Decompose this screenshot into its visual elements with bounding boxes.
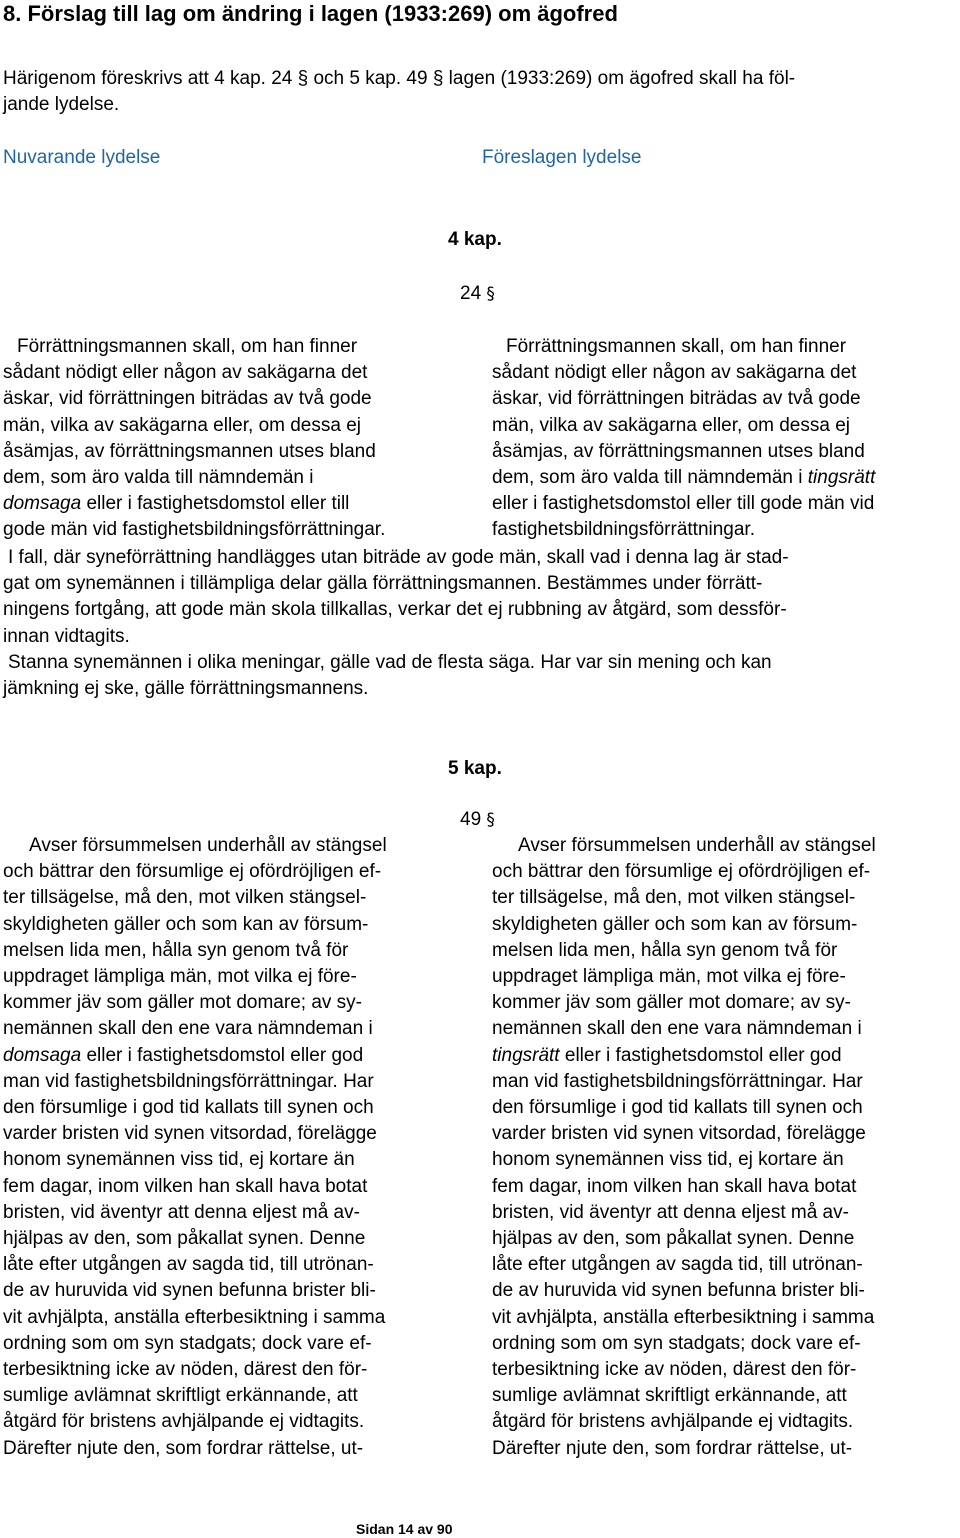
text-line xyxy=(492,465,952,491)
line-text: den försumlige i god tid kallats till synen och xyxy=(492,1097,863,1119)
text-line xyxy=(3,938,473,964)
text-line xyxy=(3,1226,473,1252)
italic-term: domsaga xyxy=(3,493,82,515)
line-text: hjälpas av den, som påkallat synen. Denne xyxy=(3,1228,366,1250)
chapter-5-current-text xyxy=(3,833,473,1462)
line-text: vit avhjälpta, anställa efterbesiktning i samma xyxy=(3,1306,386,1328)
line-text: åsämjas, av förrättningsmannen utses bland xyxy=(3,440,376,462)
text-line xyxy=(492,1305,952,1331)
line-text: honom synemännen viss tid, ej kortare än xyxy=(3,1149,355,1171)
text-line xyxy=(3,1436,473,1462)
text-line xyxy=(3,1357,473,1383)
text-line xyxy=(3,1278,473,1304)
line-text: åsämjas, av förrättningsmannen utses bland xyxy=(492,440,865,462)
section-24-label xyxy=(460,281,495,307)
line-text: nemännen skall den ene vara nämndeman i xyxy=(3,1018,373,1040)
line-text: terbesiktning icke av nöden, därest den för- xyxy=(492,1359,857,1381)
text-line xyxy=(3,912,473,938)
line-text: Förrättningsmannen skall, om han finner xyxy=(506,336,847,357)
text-line xyxy=(3,491,473,517)
chapter-4-label: 4 kap. xyxy=(448,229,502,250)
text-line xyxy=(3,1016,473,1042)
line-text: Avser försummelsen underhåll av stängsel xyxy=(518,835,876,856)
line-text: fem dagar, inom vilken han skall hava botat xyxy=(492,1175,857,1197)
line-text: Därefter njute den, som fordrar rättelse, ut- xyxy=(3,1437,364,1459)
text-line xyxy=(3,859,473,885)
text-line: I fall, där syneförrättning handlägges utan biträde av gode män, skall vad i denna lag är stad- xyxy=(8,547,789,568)
intro-line: Härigenom föreskrivs att 4 kap. 24 § och 5 kap. 49 § lagen (1933:269) om ägofred skall ha föl- xyxy=(3,68,796,89)
text-line xyxy=(3,1147,473,1173)
text-line xyxy=(3,517,473,543)
text-line xyxy=(492,1409,952,1435)
line-text: man vid fastighetsbildningsförrättningar. Har xyxy=(492,1070,863,1092)
text-line xyxy=(3,334,473,360)
text-line: ningens fortgång, att gode män skola tillkallas, verkar det ej rubbning av åtgärd, som dessför- xyxy=(3,599,787,621)
line-text: Avser försummelsen underhåll av stängsel xyxy=(29,835,387,856)
text-line xyxy=(492,1331,952,1357)
text-line xyxy=(492,1069,952,1095)
text-line xyxy=(492,885,952,911)
line-text: de av huruvida vid synen befunna brister bli- xyxy=(492,1280,865,1302)
text-line xyxy=(492,1383,952,1409)
line-text: man vid fastighetsbildningsförrättningar. Har xyxy=(3,1070,374,1092)
text-line xyxy=(3,413,473,439)
line-text: skyldigheten gäller och som kan av försum- xyxy=(3,913,369,935)
chapter-4-shared-text xyxy=(3,545,953,702)
text-line xyxy=(3,1331,473,1357)
chapter-5-label: 5 kap. xyxy=(448,758,502,779)
line-text: dem, som äro valda till nämndemän i xyxy=(3,467,314,489)
line-text: fem dagar, inom vilken han skall hava botat xyxy=(3,1175,368,1197)
proposed-wording-heading: Föreslagen lydelse xyxy=(482,147,642,168)
line-text: melsen lida men, hålla syn genom två för xyxy=(492,939,838,961)
text-line xyxy=(3,1409,473,1435)
line-text: kommer jäv som gäller mot domare; av sy- xyxy=(492,992,851,1014)
text-line xyxy=(492,1016,952,1042)
page-footer: Sidan 14 av 90 xyxy=(356,1521,453,1537)
line-text: ter tillsägelse, må den, mot vilken stängsel- xyxy=(3,887,367,909)
line-text: dem, som äro valda till nämndemän i xyxy=(492,467,808,489)
text-line xyxy=(492,517,952,543)
line-text: bristen, vid äventyr att denna eljest må av- xyxy=(492,1201,849,1223)
line-text: eller i fastighetsdomstol eller till xyxy=(81,493,350,515)
line-text: varder bristen vid synen vitsordad, förelägge xyxy=(492,1123,866,1145)
text-line xyxy=(3,1069,473,1095)
line-text: ordning som om syn stadgats; dock vare ef- xyxy=(3,1332,372,1354)
text-line xyxy=(492,912,952,938)
line-text: vit avhjälpta, anställa efterbesiktning i samma xyxy=(492,1306,875,1328)
line-text: Förrättningsmannen skall, om han finner xyxy=(17,336,358,357)
line-text: Därefter njute den, som fordrar rättelse, ut- xyxy=(492,1437,853,1459)
text-line xyxy=(492,833,952,859)
line-text: låte efter utgången av sagda tid, till utrönan- xyxy=(492,1254,863,1276)
intro-line: jande lydelse. xyxy=(3,94,120,115)
text-line: gat om synemännen i tillämpliga delar gälla förrättningsmannen. Bestämmes under förrätt- xyxy=(3,573,763,595)
text-line xyxy=(3,1095,473,1121)
text-line xyxy=(492,990,952,1016)
italic-term: domsaga xyxy=(3,1044,82,1066)
text-line xyxy=(492,1226,952,1252)
line-text: uppdraget lämpliga män, mot vilka ej före- xyxy=(3,966,357,988)
line-text: sumlige avlämnat skriftligt erkännande, att xyxy=(3,1385,358,1407)
section-number: 49 xyxy=(460,809,482,830)
text-line xyxy=(492,1095,952,1121)
text-line xyxy=(492,1147,952,1173)
section-49-label xyxy=(460,807,495,833)
text-line xyxy=(492,1174,952,1200)
text-line xyxy=(3,1200,473,1226)
line-text: och bättrar den försumlige ej ofördröjligen ef- xyxy=(492,861,871,883)
line-text: och bättrar den försumlige ej ofördröjligen ef- xyxy=(3,861,382,883)
section-sign: § xyxy=(486,810,495,830)
text-line xyxy=(492,1252,952,1278)
intro-paragraph xyxy=(3,66,943,118)
text-line xyxy=(492,859,952,885)
line-text: fastighetsbildningsförrättningar. xyxy=(492,519,755,541)
line-text: eller i fastighetsdomstol eller god xyxy=(81,1044,364,1066)
line-text: bristen, vid äventyr att denna eljest må av- xyxy=(3,1201,360,1223)
text-line xyxy=(492,1200,952,1226)
line-text: låte efter utgången av sagda tid, till utrönan- xyxy=(3,1254,374,1276)
current-wording-heading: Nuvarande lydelse xyxy=(3,147,161,168)
text-line xyxy=(492,334,952,360)
chapter-4-current-text xyxy=(3,334,473,544)
line-text: sådant nödigt eller någon av sakägarna det xyxy=(3,362,368,384)
line-text: män, vilka av sakägarna eller, om dessa ej xyxy=(3,414,362,436)
text-line xyxy=(3,964,473,990)
text-line: Stanna synemännen i olika meningar, gälle vad de flesta säga. Har var sin mening och kan xyxy=(8,651,772,673)
line-text: eller i fastighetsdomstol eller god xyxy=(559,1044,842,1066)
text-line xyxy=(3,1043,473,1069)
line-text: nemännen skall den ene vara nämndeman i xyxy=(492,1018,862,1040)
text-line xyxy=(492,1278,952,1304)
section-number: 24 xyxy=(460,283,482,304)
line-text: den försumlige i god tid kallats till synen och xyxy=(3,1097,374,1119)
chapter-4-proposed-text xyxy=(492,334,952,544)
line-text: män, vilka av sakägarna eller, om dessa ej xyxy=(492,414,851,436)
line-text: ter tillsägelse, må den, mot vilken stängsel- xyxy=(492,887,856,909)
text-line xyxy=(492,1121,952,1147)
chapter-5-proposed-text xyxy=(492,833,952,1462)
text-line xyxy=(3,439,473,465)
line-text: åtgärd för bristens avhjälpande ej vidtagits. xyxy=(492,1411,854,1433)
italic-term: tingsrätt xyxy=(492,1044,560,1066)
line-text: åtgärd för bristens avhjälpande ej vidtagits. xyxy=(3,1411,365,1433)
line-text: hjälpas av den, som påkallat synen. Denne xyxy=(492,1228,855,1250)
text-line xyxy=(492,964,952,990)
text-line xyxy=(3,386,473,412)
text-line xyxy=(492,491,952,517)
line-text: varder bristen vid synen vitsordad, förelägge xyxy=(3,1123,377,1145)
text-line xyxy=(492,386,952,412)
italic-term: tingsrätt xyxy=(807,467,876,489)
line-text: sumlige avlämnat skriftligt erkännande, att xyxy=(492,1385,847,1407)
text-line xyxy=(492,360,952,386)
text-line xyxy=(3,990,473,1016)
text-line xyxy=(3,360,473,386)
text-line xyxy=(492,413,952,439)
line-text: eller i fastighetsdomstol eller till gode män vid xyxy=(492,493,875,515)
text-line xyxy=(3,1121,473,1147)
line-text: skyldigheten gäller och som kan av försum- xyxy=(492,913,858,935)
line-text: honom synemännen viss tid, ej kortare än xyxy=(492,1149,844,1171)
line-text: äskar, vid förrättningen biträdas av två gode xyxy=(3,388,372,410)
line-text: sådant nödigt eller någon av sakägarna det xyxy=(492,362,857,384)
text-line xyxy=(3,885,473,911)
text-line xyxy=(492,439,952,465)
section-sign: § xyxy=(486,284,495,304)
line-text: gode män vid fastighetsbildningsförrättningar. xyxy=(3,519,386,541)
text-line: jämkning ej ske, gälle förrättningsmannens. xyxy=(3,678,369,700)
text-line xyxy=(3,1383,473,1409)
text-line xyxy=(492,938,952,964)
line-text: kommer jäv som gäller mot domare; av sy- xyxy=(3,992,362,1014)
line-text: terbesiktning icke av nöden, därest den för- xyxy=(3,1359,368,1381)
line-text: de av huruvida vid synen befunna brister bli- xyxy=(3,1280,376,1302)
text-line xyxy=(3,833,473,859)
text-line: innan vidtagits. xyxy=(3,625,130,647)
line-text: äskar, vid förrättningen biträdas av två gode xyxy=(492,388,861,410)
text-line xyxy=(492,1357,952,1383)
text-line xyxy=(3,1174,473,1200)
text-line xyxy=(492,1436,952,1462)
line-text: ordning som om syn stadgats; dock vare ef- xyxy=(492,1332,861,1354)
text-line xyxy=(492,1043,952,1069)
text-line xyxy=(3,1305,473,1331)
line-text: uppdraget lämpliga män, mot vilka ej före- xyxy=(492,966,846,988)
page-title: 8. Förslag till lag om ändring i lagen (1933:269) om ägofred xyxy=(3,1,618,26)
text-line xyxy=(3,1252,473,1278)
text-line xyxy=(3,465,473,491)
line-text: melsen lida men, hålla syn genom två för xyxy=(3,939,349,961)
